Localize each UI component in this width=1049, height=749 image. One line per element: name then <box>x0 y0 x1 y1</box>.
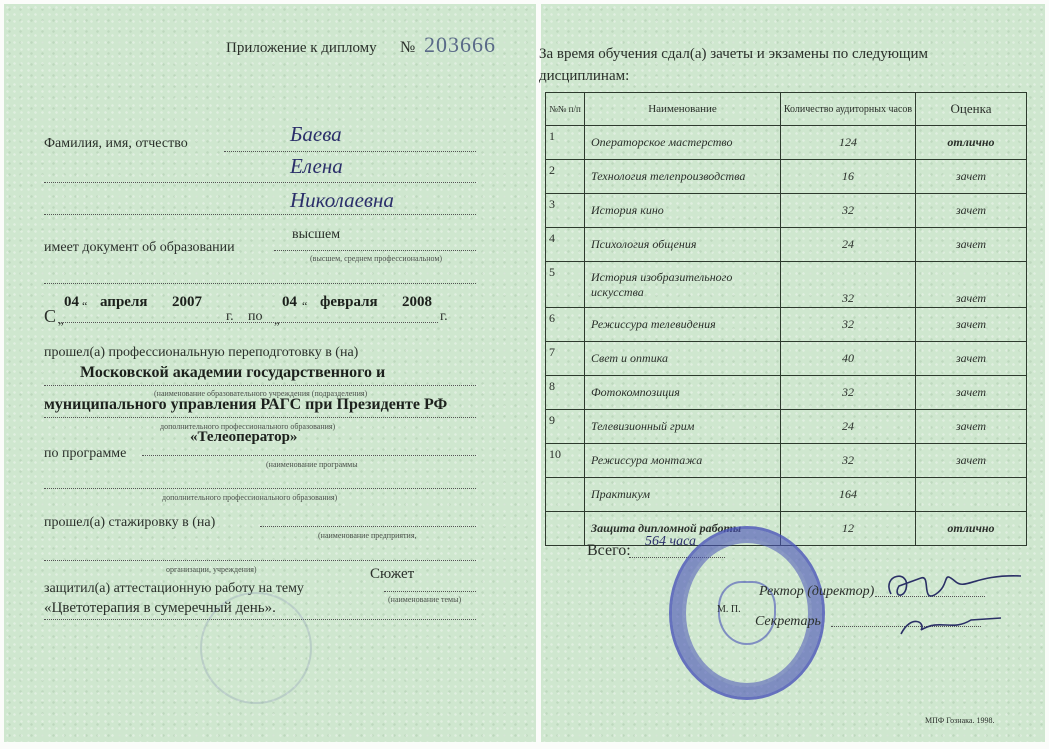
row-name: Режиссура монтажа <box>585 444 781 478</box>
table-row <box>546 410 1027 444</box>
quote-close-1: “ <box>82 299 88 313</box>
institution-line-1: Московской академии государственного и <box>80 364 386 381</box>
row-hours: 32 <box>781 308 916 342</box>
table-body <box>546 126 1027 546</box>
header-hours: Количество аудиторных часов <box>781 93 916 126</box>
disciplines-table <box>545 92 1027 546</box>
program-line <box>142 455 476 456</box>
table-row <box>546 478 1027 512</box>
row-grade: зачет <box>916 444 1027 478</box>
edu-line <box>274 250 476 251</box>
row-grade: зачет <box>916 376 1027 410</box>
diploma-number: 203666 <box>424 32 496 57</box>
thesis-word: Сюжет <box>370 566 415 582</box>
header-grade: Оценка <box>916 93 1027 126</box>
internship-line <box>260 526 476 527</box>
appendix-label: Приложение к диплому <box>226 40 377 56</box>
quote-open-1: „ <box>58 312 64 327</box>
official-stamp <box>669 526 825 700</box>
year-abbr-2: г. <box>440 309 448 324</box>
table-row <box>546 342 1027 376</box>
fio-label: Фамилия, имя, отчество <box>44 136 188 151</box>
header-name: Наименование <box>585 93 781 126</box>
internship-hint-2: организации, учреждения) <box>166 565 257 574</box>
row-hours: 24 <box>781 410 916 444</box>
thesis-label: защитил(а) аттестационную работу на тему <box>44 581 304 596</box>
row-hours: 32 <box>781 444 916 478</box>
to-prefix: по <box>248 309 263 324</box>
program-label: по программе <box>44 446 127 461</box>
date-from-year: 2007 <box>172 294 202 310</box>
row-name: Фотокомпозиция <box>585 376 781 410</box>
row-grade: отлично <box>916 126 1027 160</box>
quote-close-2: “ <box>302 299 308 313</box>
row-hours: 24 <box>781 228 916 262</box>
row-hours: 12 <box>781 512 916 546</box>
edu-line-2 <box>44 283 476 284</box>
table-header-row <box>546 93 1027 126</box>
table-row <box>546 376 1027 410</box>
mp-label: М. П. <box>717 604 741 615</box>
rector-label: Ректор (директор) <box>759 584 875 599</box>
internship-line-2 <box>44 560 476 561</box>
row-grade: зачет <box>916 160 1027 194</box>
thesis-hint: (наименование темы) <box>388 595 462 604</box>
secretary-label: Секретарь <box>755 614 821 629</box>
row-num: 5 <box>546 262 585 308</box>
row-num <box>546 512 585 546</box>
row-name: Технология телепроизводства <box>585 160 781 194</box>
program-hint-1: (наименование программы <box>266 460 358 469</box>
inst-line-2 <box>44 417 476 418</box>
total-value: 564 часа <box>645 534 697 549</box>
internship-hint-1: (наименование предприятия, <box>318 531 417 540</box>
row-hours: 40 <box>781 342 916 376</box>
row-grade: зачет <box>916 228 1027 262</box>
internship-label: прошел(а) стажировку в (на) <box>44 515 216 530</box>
year-abbr-1: г. <box>226 309 234 324</box>
first-name: Елена <box>290 154 343 178</box>
right-page <box>541 4 1045 742</box>
thesis-line <box>384 591 476 592</box>
row-num: 2 <box>546 160 585 194</box>
row-num: 1 <box>546 126 585 160</box>
row-grade: зачет <box>916 262 1027 308</box>
row-name: История изобразительного искусства <box>585 262 781 308</box>
patronymic: Николаевна <box>290 188 394 212</box>
program-hint-2: дополнительного профессионального образования) <box>162 493 338 502</box>
quote-open-2: „ <box>274 312 280 327</box>
row-num: 9 <box>546 410 585 444</box>
fio-line-2 <box>44 182 476 183</box>
program-line-2 <box>44 488 476 489</box>
date-from-month: апреля <box>100 294 148 310</box>
row-num: 6 <box>546 308 585 342</box>
row-grade: зачет <box>916 342 1027 376</box>
date-to-month: февраля <box>320 294 378 310</box>
row-name: Свет и оптика <box>585 342 781 376</box>
table-row <box>546 160 1027 194</box>
institution-line-2: муниципального управления РАГС при Президенте РФ <box>44 396 448 413</box>
edu-level: высшем <box>292 227 341 242</box>
row-name: Телевизионный грим <box>585 410 781 444</box>
row-name: Защита дипломной работы <box>585 512 781 546</box>
date-from-day: 04 <box>64 294 79 310</box>
dates-line <box>58 322 438 323</box>
row-grade: зачет <box>916 194 1027 228</box>
from-prefix: С <box>44 306 57 326</box>
table-row <box>546 444 1027 478</box>
row-num: 8 <box>546 376 585 410</box>
intro-line-2: дисциплинам: <box>539 68 630 84</box>
edu-hint: (высшем, среднем профессиональном) <box>310 254 443 263</box>
table-row <box>546 262 1027 308</box>
number-sign: № <box>400 39 416 56</box>
ghost-stamp <box>200 592 312 704</box>
intro-line-1: За время обучения сдал(а) зачеты и экзамены по следующим <box>539 46 928 62</box>
thesis-title: «Цветотерапия в сумеречный день». <box>44 600 276 616</box>
date-to-day: 04 <box>282 294 297 310</box>
row-hours: 164 <box>781 478 916 512</box>
header-num: №№ п/п <box>546 93 585 126</box>
row-num: 10 <box>546 444 585 478</box>
row-name: Операторское мастерство <box>585 126 781 160</box>
retraining-label: прошел(а) профессиональную переподготовку в (на) <box>44 345 359 360</box>
row-name: Психология общения <box>585 228 781 262</box>
table-row <box>546 194 1027 228</box>
row-grade <box>916 478 1027 512</box>
edu-doc-label: имеет документ об образовании <box>44 240 235 255</box>
printer-mark: МПФ Гознака. 1998. <box>925 716 995 725</box>
row-name: Режиссура телевидения <box>585 308 781 342</box>
table-row <box>546 126 1027 160</box>
row-hours: 124 <box>781 126 916 160</box>
row-name: Практикум <box>585 478 781 512</box>
institution-hint-1: (наименование образовательного учреждения (подразделения) <box>154 389 368 398</box>
date-to-year: 2008 <box>402 294 432 310</box>
fio-line-1 <box>224 151 476 152</box>
fio-line-3 <box>44 214 476 215</box>
row-hours: 16 <box>781 160 916 194</box>
row-grade: отлично <box>916 512 1027 546</box>
row-num: 3 <box>546 194 585 228</box>
row-grade: зачет <box>916 308 1027 342</box>
rector-signature-icon <box>881 564 1031 644</box>
table-row <box>546 308 1027 342</box>
institution-hint-2: дополнительного профессионального образования) <box>160 422 336 431</box>
total-label: Всего: <box>587 542 631 559</box>
row-name: История кино <box>585 194 781 228</box>
program-name: «Телеоператор» <box>190 429 298 445</box>
left-page <box>4 4 536 742</box>
surname: Баева <box>290 122 342 146</box>
row-num <box>546 478 585 512</box>
row-hours: 32 <box>781 194 916 228</box>
table-row <box>546 228 1027 262</box>
inst-line-1 <box>44 385 476 386</box>
row-grade: зачет <box>916 410 1027 444</box>
row-num: 4 <box>546 228 585 262</box>
row-hours: 32 <box>781 262 916 308</box>
row-num: 7 <box>546 342 585 376</box>
row-hours: 32 <box>781 376 916 410</box>
